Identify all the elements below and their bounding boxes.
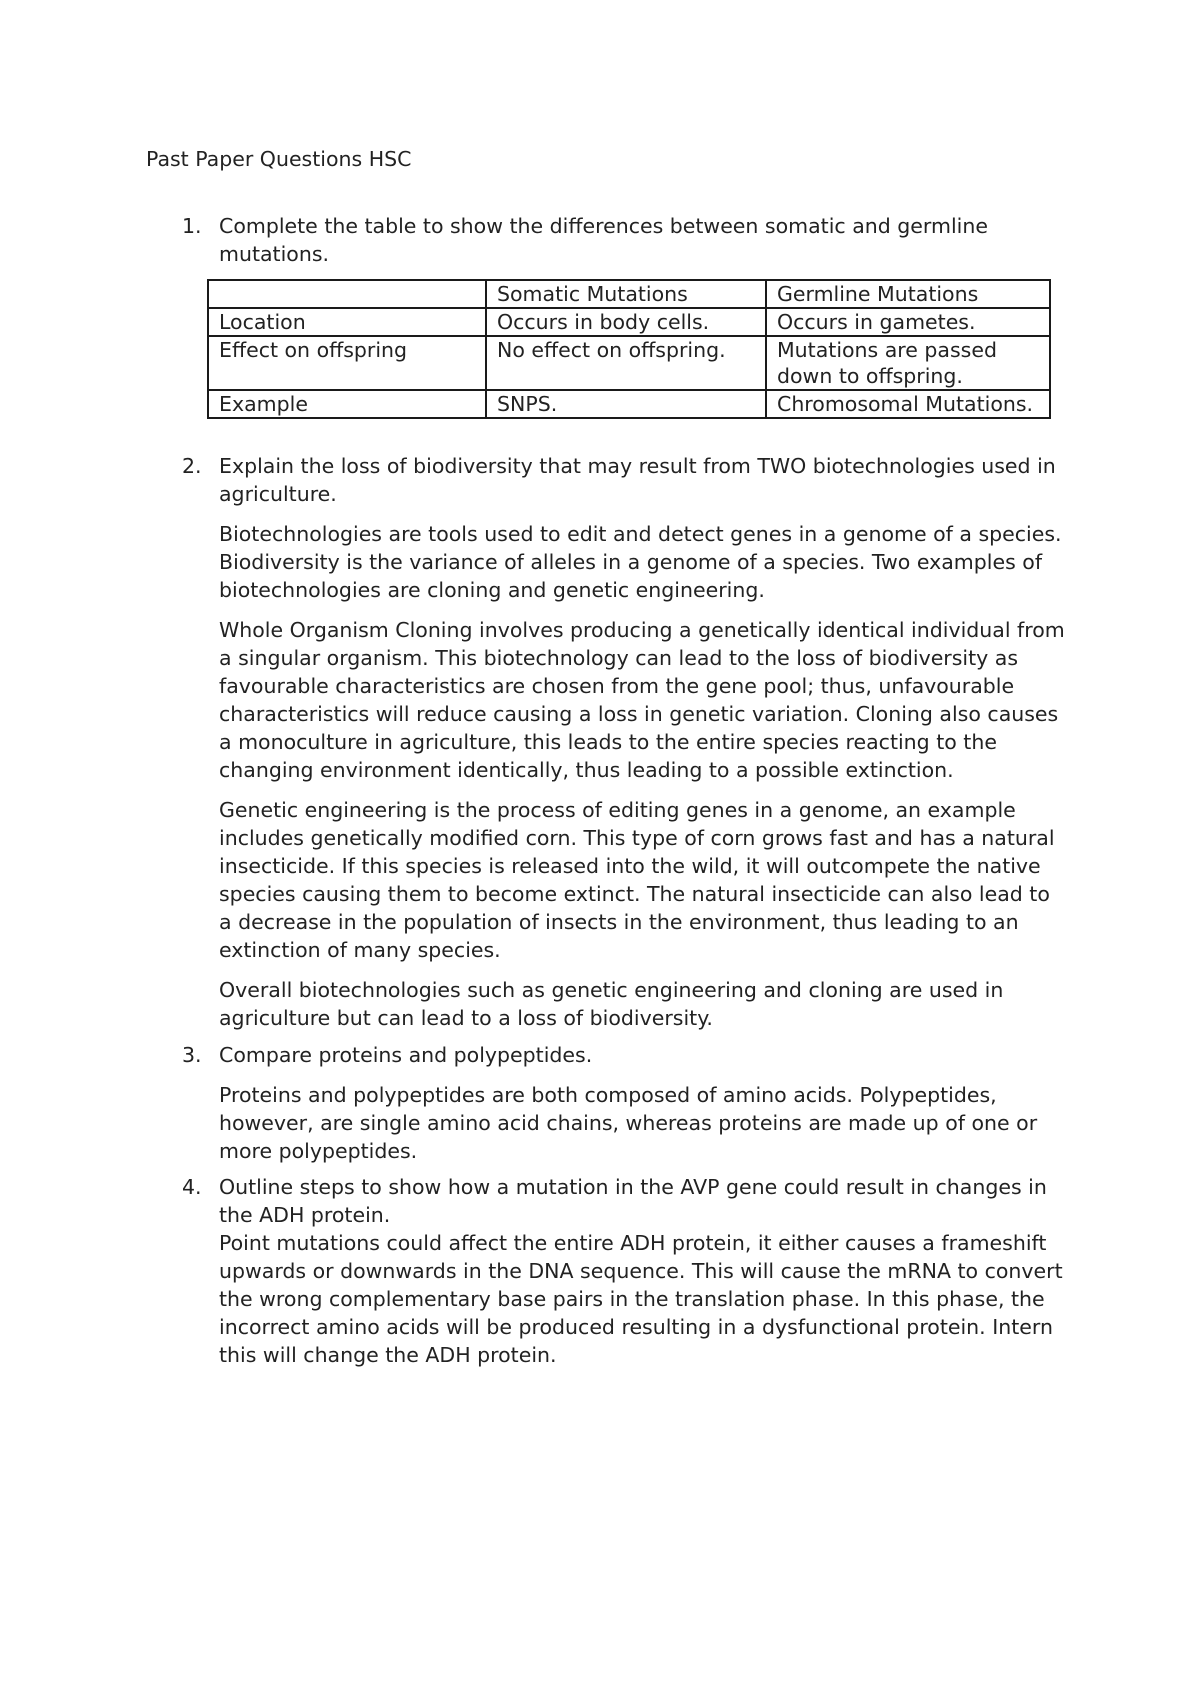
question-body	[219, 1173, 1066, 1369]
table-header-cell	[208, 280, 486, 308]
answer-paragraph: Genetic engineering is the process of editing genes in a genome, an example includes genetically modified corn. This type of corn grows fast and has a natural insecticide. If this species is released into the wild, it will outcompete the native species causing them to become extinct. The natural insecticide can also lead to a decrease in the population of insects in the environment, thus leading to an extinction of many species.	[219, 798, 1055, 962]
table-header-cell: Germline Mutations	[766, 280, 1050, 308]
question-text: Complete the table to show the differences between somatic and germline mutations.	[219, 214, 988, 266]
table-cell: Occurs in gametes.	[766, 308, 1050, 336]
question-1	[146, 212, 1066, 419]
question-3	[146, 1041, 1066, 1165]
mutations-table	[207, 279, 1051, 419]
table-cell: Chromosomal Mutations.	[766, 390, 1050, 418]
answer-paragraph: Proteins and polypeptides are both composed of amino acids. Polypeptides, however, are single amino acid chains, whereas proteins are made up of one or more polypeptides.	[219, 1083, 1038, 1163]
answer-paragraph: Overall biotechnologies such as genetic engineering and cloning are used in agriculture but can lead to a loss of biodiversity.	[219, 978, 1004, 1030]
table-cell: Location	[208, 308, 486, 336]
table-header-cell: Somatic Mutations	[486, 280, 766, 308]
table-cell: Example	[208, 390, 486, 418]
table-row	[208, 308, 1050, 336]
question-number: 2.	[182, 454, 202, 478]
table-header-row	[208, 280, 1050, 308]
table-cell: Effect on offspring	[208, 336, 486, 390]
table-cell: Mutations are passed down to offspring.	[766, 336, 1050, 390]
question-text: Compare proteins and polypeptides.	[219, 1043, 593, 1067]
table-row	[208, 390, 1050, 418]
question-body	[219, 212, 1066, 419]
question-number: 3.	[182, 1043, 202, 1067]
table-cell: Occurs in body cells.	[486, 308, 766, 336]
document-title: Past Paper Questions HSC	[146, 147, 412, 171]
table-cell: SNPS.	[486, 390, 766, 418]
question-2	[146, 452, 1066, 1032]
question-4	[146, 1173, 1066, 1369]
table-cell: No effect on offspring.	[486, 336, 766, 390]
question-body	[219, 1041, 1066, 1165]
question-text: Explain the loss of biodiversity that may result from TWO biotechnologies used in agriculture.	[219, 454, 1056, 506]
question-number: 4.	[182, 1175, 202, 1199]
table-row	[208, 336, 1050, 390]
answer-paragraph: Whole Organism Cloning involves producing a genetically identical individual from a singular organism. This biotechnology can lead to the loss of biodiversity as favourable characteristics are chosen from the gene pool; thus, unfavourable characteristics will reduce causing a loss in genetic variation. Cloning also causes a monoculture in agriculture, this leads to the entire species reacting to the changing environment identically, thus leading to a possible extinction.	[219, 618, 1065, 782]
question-text: Outline steps to show how a mutation in the AVP gene could result in changes in the ADH protein.	[219, 1175, 1047, 1227]
question-number: 1.	[182, 214, 202, 238]
question-body	[219, 452, 1066, 1032]
answer-paragraph: Point mutations could affect the entire ADH protein, it either causes a frameshift upwards or downwards in the DNA sequence. This will cause the mRNA to convert the wrong complementary base pairs in the translation phase. In this phase, the incorrect amino acids will be produced resulting in a dysfunctional protein. Intern this will change the ADH protein.	[219, 1231, 1063, 1367]
answer-paragraph: Biotechnologies are tools used to edit and detect genes in a genome of a species. Biodiversity is the variance of alleles in a genome of a species. Two examples of biotechnologies are cloning and genetic engineering.	[219, 522, 1062, 602]
